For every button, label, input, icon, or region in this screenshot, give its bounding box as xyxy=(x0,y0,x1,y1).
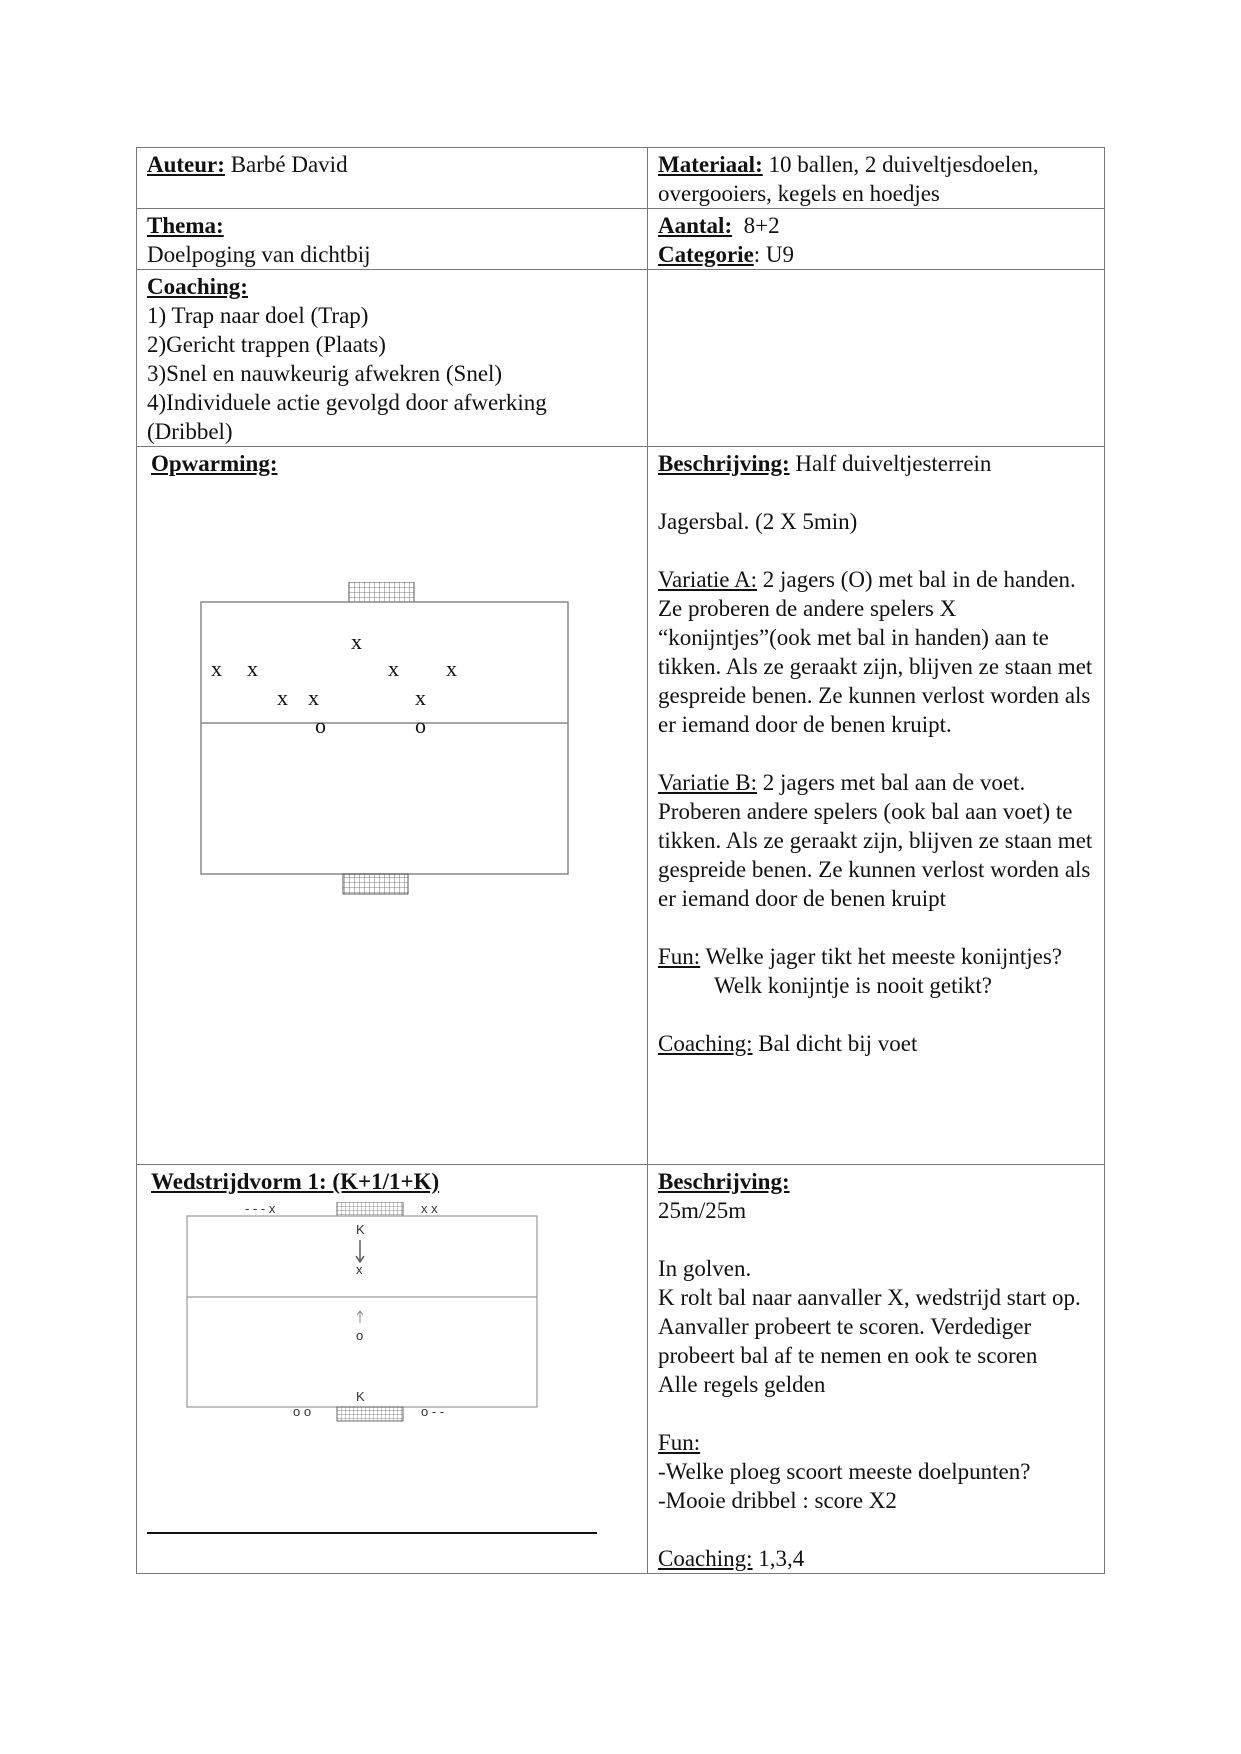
match-label: Wedstrijdvorm 1: (K+1/1+K) xyxy=(151,1169,440,1194)
count-label: Aantal: xyxy=(658,213,733,238)
waiting-players-bottom-right: o - - xyxy=(421,1404,445,1419)
warmup-pitch xyxy=(189,582,581,897)
warmup-coaching-label: Coaching: xyxy=(658,1031,753,1056)
variation-a xyxy=(658,565,1094,739)
match-fun-line: -Welke ploeg scoort meeste doelpunten? xyxy=(658,1459,1031,1484)
keeper-top: K xyxy=(356,1222,365,1237)
author-cell xyxy=(137,148,648,209)
category-label: Categorie xyxy=(658,242,754,267)
variation-b-label: Variatie B: xyxy=(658,770,757,795)
player-x: x xyxy=(211,656,222,681)
field-outline xyxy=(201,602,568,874)
player-x: x xyxy=(351,629,362,654)
goal-bottom xyxy=(343,874,408,894)
theme-label: Thema: xyxy=(147,213,224,238)
count-cell xyxy=(648,209,1105,270)
player-x: x xyxy=(446,656,457,681)
row-theme xyxy=(137,209,1105,270)
warmup-fun-q1: Welke jager tikt het meeste konijntjes? xyxy=(705,944,1062,969)
match-line: In golven. xyxy=(658,1256,752,1281)
warmup-fun-label: Fun: xyxy=(658,944,701,969)
warmup-description-cell xyxy=(648,447,1105,1165)
coaching-cell xyxy=(137,270,648,447)
player-x: x xyxy=(247,656,258,681)
keeper-bottom: K xyxy=(356,1389,365,1404)
row-coaching xyxy=(137,270,1105,447)
goal-top xyxy=(337,1202,403,1216)
match-coaching-label: Coaching: xyxy=(658,1546,753,1571)
empty-cell xyxy=(648,270,1105,447)
waiting-players-top-right: x x xyxy=(421,1201,438,1216)
match-fun-line: -Mooie dribbel : score X2 xyxy=(658,1488,897,1513)
waiting-players-bottom-left: o o xyxy=(293,1404,312,1419)
attacker-x: x xyxy=(356,1262,363,1277)
material-value: 10 ballen, 2 duiveltjesdoelen, overgooiers, kegels en hoedjes xyxy=(658,152,1039,206)
match-line: Aanvaller probeert te scoren. Verdediger probeert bal af te nemen en ook te scoren xyxy=(658,1314,1038,1368)
player-x: x xyxy=(277,685,288,710)
coaching-item: 4)Individuele actie gevolgd door afwerking (Dribbel) xyxy=(147,390,553,444)
count-value: 8+2 xyxy=(743,213,780,238)
player-x: x xyxy=(308,685,319,710)
match-desc-label: Beschrijving: xyxy=(658,1169,790,1194)
match-diagram xyxy=(147,1196,637,1566)
warmup-desc-label: Beschrijving: xyxy=(658,451,790,476)
match-description-cell xyxy=(648,1165,1105,1574)
match-cell xyxy=(137,1165,648,1574)
warmup-coaching-value: Bal dicht bij voet xyxy=(758,1031,918,1056)
author-label: Auteur: xyxy=(147,152,225,177)
defender-o: o xyxy=(356,1328,364,1343)
variation-b-text: 2 jagers met bal aan de voet. Proberen andere spelers (ook bal aan voet) te tikken. Als ze geraakt zijn, blijven ze staan met gespreide benen. Ze kunnen verlost worden als er iemand door de benen kruipt xyxy=(658,770,1093,911)
match-pitch xyxy=(177,1202,567,1422)
row-warmup xyxy=(137,447,1105,1165)
warmup-desc-value: Half duiveltjesterrein xyxy=(795,451,992,476)
coaching-item: 3)Snel en nauwkeurig afwekren (Snel) xyxy=(147,361,503,386)
category-value: : U9 xyxy=(753,242,795,267)
hunter-o: o xyxy=(315,713,326,738)
material-label: Materiaal: xyxy=(658,152,763,177)
warmup-fun xyxy=(658,942,1094,971)
coaching-item: 1) Trap naar doel (Trap) xyxy=(147,303,369,328)
field-outline xyxy=(187,1216,537,1407)
match-size: 25m/25m xyxy=(658,1198,747,1223)
material-cell xyxy=(648,148,1105,209)
author-value: Barbé David xyxy=(230,152,348,177)
row-author xyxy=(137,148,1105,209)
theme-cell xyxy=(137,209,648,270)
warmup-label: Opwarming: xyxy=(151,451,278,476)
coaching-item: 2)Gericht trappen (Plaats) xyxy=(147,332,386,357)
variation-a-label: Variatie A: xyxy=(658,567,757,592)
goal-bottom xyxy=(337,1407,403,1421)
match-coaching-value: 1,3,4 xyxy=(758,1546,805,1571)
player-x: x xyxy=(388,656,399,681)
variation-a-text: 2 jagers (O) met bal in de handen. Ze proberen de andere spelers X “konijntjes”(ook met bal in handen) aan te tikken. Als ze geraakt zijn, blijven ze staan met gespreide benen. Ze kunnen verlost worden als er iemand door de benen kruipt. xyxy=(658,567,1093,737)
hunter-o: o xyxy=(415,713,426,738)
coaching-label: Coaching: xyxy=(147,274,248,299)
warmup-fun-q2: Welk konijntje is nooit getikt? xyxy=(714,973,992,998)
warmup-game: Jagersbal. (2 X 5min) xyxy=(658,509,858,534)
match-line: Alle regels gelden xyxy=(658,1372,826,1397)
player-x: x xyxy=(415,685,426,710)
waiting-players-top-left: - - - x xyxy=(245,1201,276,1216)
goal-top xyxy=(349,582,414,602)
divider-line xyxy=(147,1532,597,1534)
warmup-cell xyxy=(137,447,648,1165)
warmup-diagram xyxy=(147,478,637,1158)
row-match xyxy=(137,1165,1105,1574)
match-line: K rolt bal naar aanvaller X, wedstrijd start op. xyxy=(658,1285,1081,1310)
theme-value: Doelpoging van dichtbij xyxy=(147,242,371,267)
match-fun-label: Fun: xyxy=(658,1430,701,1455)
training-sheet-table xyxy=(136,147,1105,1574)
variation-b xyxy=(658,768,1094,913)
